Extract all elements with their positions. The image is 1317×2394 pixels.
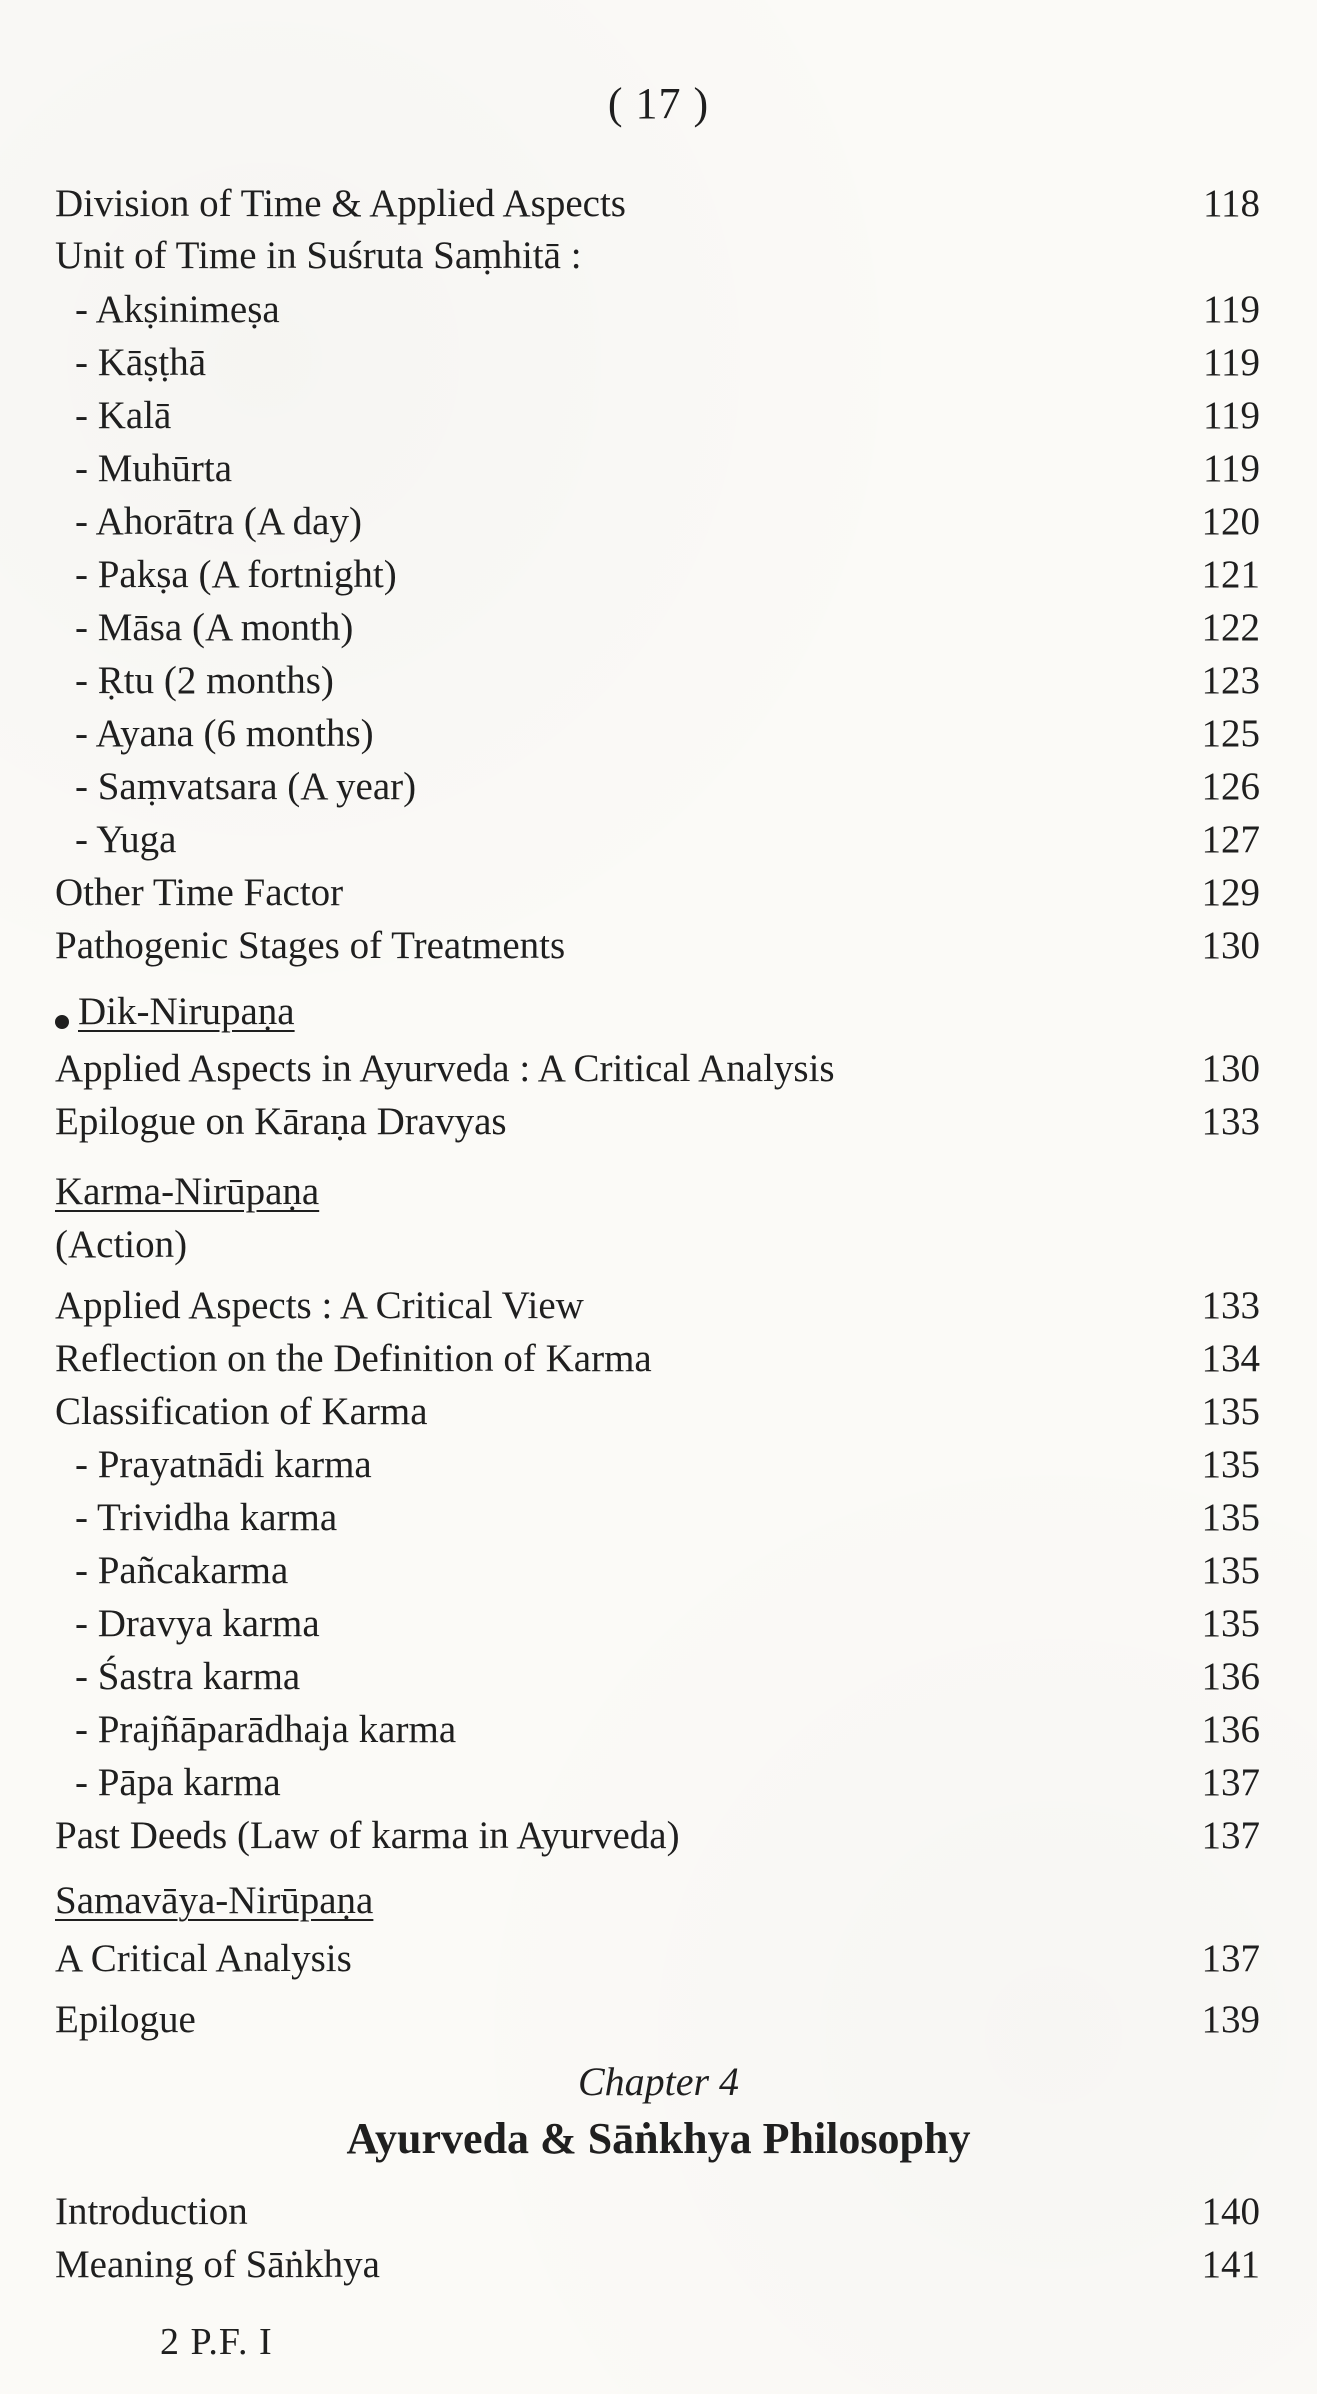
toc-entry [55, 2239, 1260, 2291]
toc-entry [55, 1545, 1260, 1597]
toc-entry-label: - Māsa (A month) [75, 606, 354, 649]
toc-entry-label: Pathogenic Stages of Treatments [55, 924, 566, 967]
toc-entry [55, 920, 1260, 972]
bullet-icon [55, 1015, 69, 1029]
toc-entry-page: 141 [1201, 2243, 1260, 2286]
toc-entry [55, 2186, 1260, 2238]
toc-entry-page: 139 [1201, 1998, 1260, 2041]
toc-entry-label: Past Deeds (Law of karma in Ayurveda) [55, 1814, 680, 1857]
toc-entry [55, 390, 1260, 442]
toc-entry-page: 130 [1201, 1047, 1260, 1090]
toc-entry [55, 496, 1260, 548]
toc-entry-label: - Akṣinimeṣa [75, 288, 280, 331]
toc-entry [55, 1994, 1260, 2046]
toc-entry [55, 867, 1260, 919]
toc-entry [55, 1651, 1260, 1703]
toc-entry [55, 1280, 1260, 1332]
toc-entry-page: 133 [1201, 1284, 1260, 1327]
toc-entry-label: Epilogue [55, 1998, 196, 2041]
toc-entry-page: 140 [1201, 2190, 1260, 2233]
toc-entry-page: 119 [1202, 447, 1260, 490]
toc-entry [55, 1043, 1260, 1095]
toc-entry [55, 230, 1260, 282]
toc-entry-page: 127 [1201, 818, 1260, 861]
toc-entry-page: 134 [1201, 1337, 1260, 1380]
toc-entry-label: - Yuga [75, 818, 177, 861]
toc-entry [55, 708, 1260, 760]
section-heading-samavaya-nirupana: Samavāya-Nirūpaṇa [55, 1879, 374, 1922]
toc-entry-page: 136 [1201, 1708, 1260, 1751]
toc-entry-page: 137 [1201, 1814, 1260, 1857]
toc-entry-page: 121 [1201, 553, 1260, 596]
toc-entry [55, 1810, 1260, 1862]
toc-entry-page: 137 [1201, 1761, 1260, 1804]
printer-signature-mark: 2 P.F. I [160, 2321, 273, 2363]
toc-entry [55, 1492, 1260, 1544]
toc-entry-label: - Pañcakarma [75, 1549, 289, 1592]
toc-entry-label: - Prajñāparādhaja karma [75, 1708, 457, 1751]
toc-entry [55, 1439, 1260, 1491]
page-number: ( 17 ) [607, 79, 710, 128]
toc-entry-label: - Pāpa karma [75, 1761, 281, 1804]
toc-entry [55, 1933, 1260, 1985]
toc-entry [55, 602, 1260, 654]
toc-entry-label: - Saṃvatsara (A year) [75, 765, 417, 808]
toc-entry-page: 135 [1201, 1443, 1260, 1486]
toc-entry-page: 118 [1202, 182, 1260, 225]
toc-entry-page: 119 [1202, 341, 1260, 384]
toc-entry-label: Applied Aspects in Ayurveda : A Critical Analysis [55, 1047, 835, 1090]
toc-entry [55, 1333, 1260, 1385]
toc-entry-page: 137 [1201, 1937, 1260, 1980]
toc-entry-page: 135 [1201, 1496, 1260, 1539]
toc-entry-label: - Kāṣṭhā [75, 341, 207, 384]
section-heading-dik-nirupana: Dik-Nirupaṇa [78, 990, 295, 1033]
toc-entry-label: Applied Aspects : A Critical View [55, 1284, 584, 1327]
toc-entry [55, 284, 1260, 336]
toc-entry-page: 135 [1201, 1390, 1260, 1433]
toc-entry [55, 337, 1260, 389]
toc-entry-label: Reflection on the Definition of Karma [55, 1337, 652, 1380]
toc-entry [55, 1096, 1260, 1148]
toc-entry-page: 136 [1201, 1655, 1260, 1698]
toc-entry-page: 119 [1202, 394, 1260, 437]
toc-entry-page: 129 [1201, 871, 1260, 914]
toc-entry-page: 135 [1201, 1602, 1260, 1645]
toc-entry-label: Unit of Time in Suśruta Saṃhitā : [55, 234, 582, 277]
toc-entry-page: 125 [1201, 712, 1260, 755]
toc-entry-label: - Prayatnādi karma [75, 1443, 372, 1486]
toc-entry-page: 130 [1201, 924, 1260, 967]
toc-entry [55, 1598, 1260, 1650]
toc-entry-label: (Action) [55, 1223, 188, 1266]
toc-entry-label: - Pakṣa (A fortnight) [75, 553, 397, 596]
toc-entry [55, 443, 1260, 495]
toc-entry-label: A Critical Analysis [55, 1937, 352, 1980]
toc-entry [55, 549, 1260, 601]
section-heading-karma-nirupana: Karma-Nirūpaṇa [55, 1170, 320, 1213]
toc-entry [55, 761, 1260, 813]
toc-entry [55, 1219, 1260, 1271]
toc-entry-label: Division of Time & Applied Aspects [55, 182, 626, 225]
toc-entry [55, 1704, 1260, 1756]
toc-entry-label: - Ayana (6 months) [75, 712, 374, 755]
toc-entry-page: 119 [1202, 288, 1260, 331]
toc-entry-page: 135 [1201, 1549, 1260, 1592]
toc-entry [55, 814, 1260, 866]
toc-entry-page: 122 [1201, 606, 1260, 649]
toc-entry-label: - Ahorātra (A day) [75, 500, 362, 543]
toc-entry-page: 126 [1201, 765, 1260, 808]
toc-entry-label: - Śastra karma [75, 1655, 301, 1698]
toc-entry-label: Meaning of Sāṅkhya [55, 2243, 380, 2286]
toc-entry-label: - Muhūrta [75, 447, 233, 490]
toc-entry [55, 1386, 1260, 1438]
toc-entry-page: 133 [1201, 1100, 1260, 1143]
toc-entry-label: Introduction [55, 2190, 248, 2233]
toc-entry-label: Epilogue on Kāraṇa Dravyas [55, 1100, 507, 1143]
toc-entry-label: Other Time Factor [55, 871, 344, 914]
toc-entry [55, 1757, 1260, 1809]
toc-entry [55, 655, 1260, 707]
toc-entry-label: Classification of Karma [55, 1390, 428, 1433]
toc-entry [55, 178, 1260, 230]
toc-entry-label: - Dravya karma [75, 1602, 320, 1645]
toc-entry-page: 123 [1201, 659, 1260, 702]
chapter-label: Chapter 4 [577, 2059, 740, 2104]
toc-entry-label: - Ṛtu (2 months) [75, 659, 334, 702]
chapter-title: Ayurveda & Sāṅkhya Philosophy [346, 2114, 971, 2163]
toc-entry-page: 120 [1201, 500, 1260, 543]
toc-entry-label: - Kalā [75, 394, 172, 437]
toc-entry-label: - Trividha karma [75, 1496, 338, 1539]
